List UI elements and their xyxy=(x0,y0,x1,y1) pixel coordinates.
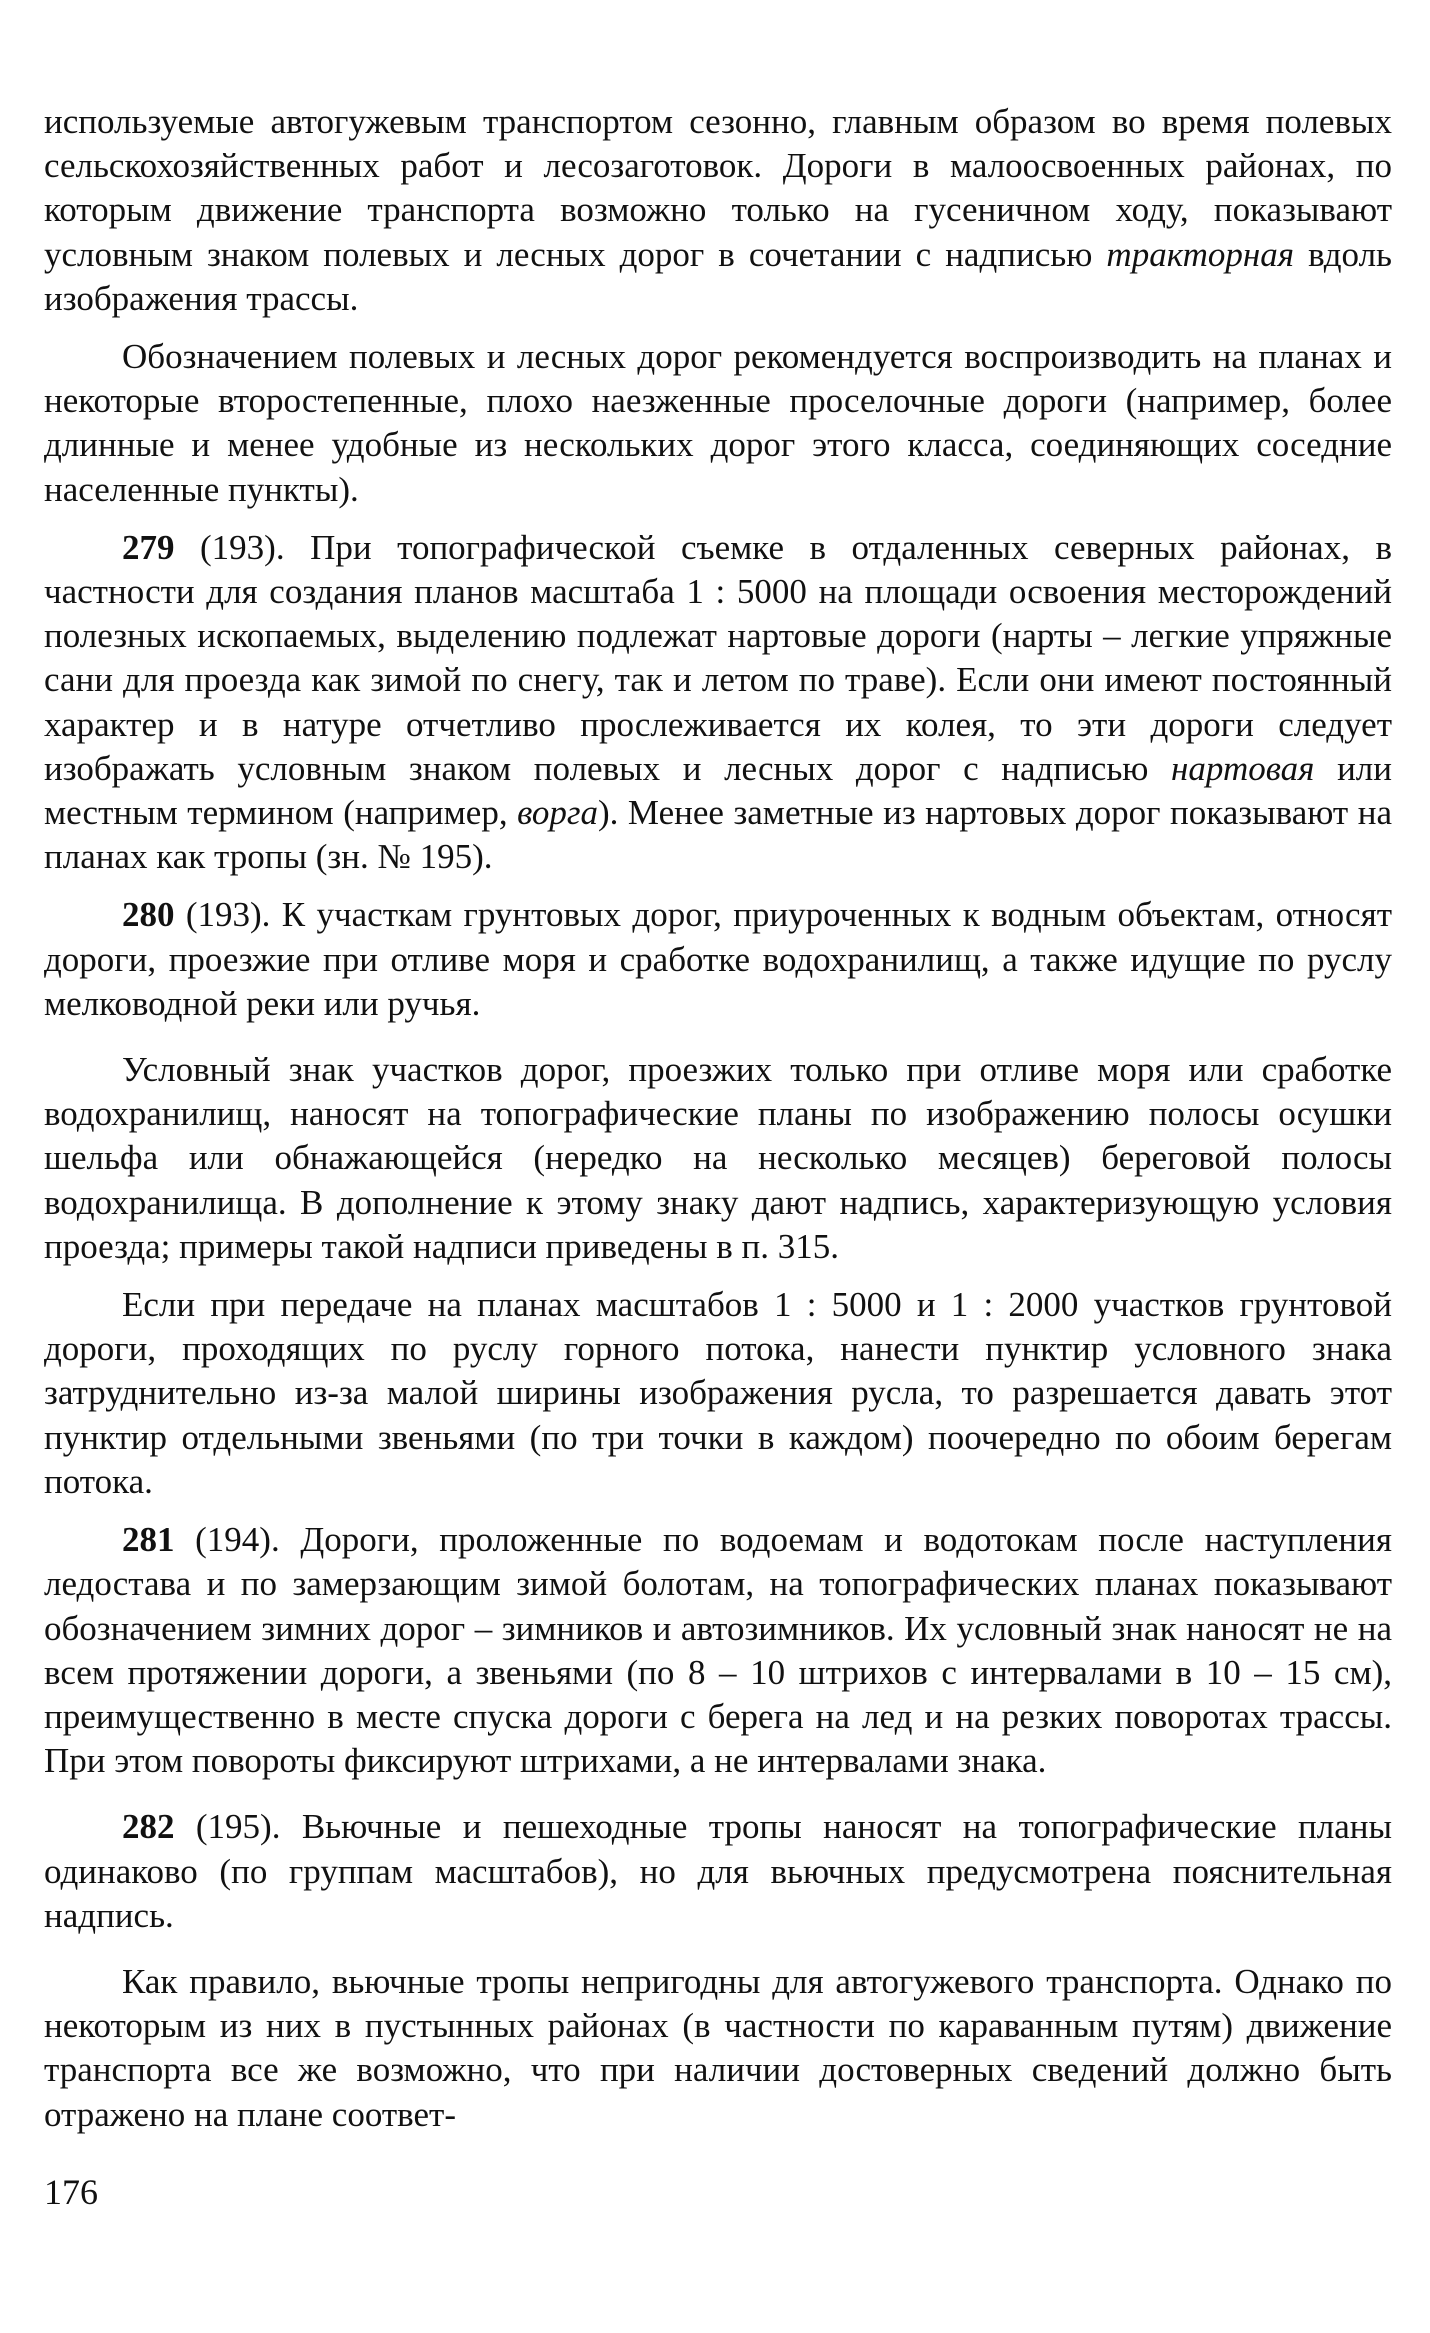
text-run: Как правило, вьючные тропы непригодны для автогужевого транспорта. Однако по некоторым из них в пустынных районах (в частности по караванным путям) движение транспорта все же возможно, что при наличии достоверных сведений должно быть отражено на плане соответ- xyxy=(44,1961,1392,2134)
text-run: (193). При топографической съемке в отдаленных северных районах, в частности для создания планов масштаба 1 : 5000 на площади освоения месторождений полезных ископаемых, выделению подлежат нартовые дороги (нарты – легкие упряжные сани для проезда как зимой по снегу, так и летом по траве). Если они имеют постоянный характер и в натуре отчетливо прослеживается их колея, то эти дороги следует изображать условным знаком полевых и лесных дорог с надписью xyxy=(44,527,1392,788)
text-run: ). Менее заметные из нартовых дорог показывают на планах как тропы (зн. № 195). xyxy=(44,793,1393,877)
paragraph-5 xyxy=(44,1048,1392,1269)
page-number: 176 xyxy=(44,2172,98,2212)
italic-term: тракторная xyxy=(1106,234,1295,274)
text-run: (195). Вьючные и пешеходные тропы наносят на топографические планы одинаково (по группам масштабов), но для вьючных предусмотрена пояснительная надпись. xyxy=(44,1807,1392,1935)
paragraph-9 xyxy=(44,1960,1392,2137)
text-run: Условный знак участков дорог, проезжих только при отливе моря или сработке водохранилищ, наносят на топографические планы по изображению полосы осушки шельфа или обнажающейся (нередко на несколько месяцев) береговой полосы водохранилища. В дополнение к этому знаку дают надпись, характеризующую условия проезда; примеры такой надписи приведены в п. 315. xyxy=(44,1050,1392,1266)
paragraph-282 xyxy=(44,1805,1392,1938)
text-run: Если при передаче на планах масштабов 1 : 5000 и 1 : 2000 участков грунтовой дороги, проходящих по руслу горного потока, нанести пунктир условного знака затруднительно из-за малой ширины изображения русла, то разрешается давать этот пунктир отдельными звеньями (по три точки в каждом) поочередно по обоим берегам потока. xyxy=(44,1285,1392,1501)
paragraph-280 xyxy=(44,893,1392,1026)
text-run: вдоль изображения трассы. xyxy=(44,234,1392,318)
section-number: 281 xyxy=(122,1520,175,1560)
page-body xyxy=(44,100,1392,2151)
text-run: Обозначением полевых и лесных дорог рекомендуется воспроизводить на планах и некоторые второстепенные, плохо наезженные проселочные дороги (например, более длинные и менее удобные из нескольких дорог этого класса, соединяющих соседние населенные пункты). xyxy=(44,337,1392,509)
italic-term: нартовая xyxy=(1171,748,1315,788)
text-run: или местным термином (например, xyxy=(44,748,1392,833)
paragraph-279 xyxy=(44,526,1392,880)
text-run: используемые автогужевым транспортом сезонно, главным образом во время полевых сельскохозяйственных работ и лесозаготовок. Дороги в малоосвоенных районах, по которым движение транспорта возможно только на гусеничном ходу, показывают условным знаком полевых и лесных дорог в сочетании с надписью xyxy=(44,102,1392,274)
section-number: 279 xyxy=(122,527,175,567)
italic-term: ворга xyxy=(517,793,598,833)
paragraph-6 xyxy=(44,1283,1392,1504)
paragraph-281 xyxy=(44,1518,1392,1783)
section-number: 282 xyxy=(122,1807,175,1847)
text-run: (194). Дороги, проложенные по водоемам и водотокам после наступления ледостава и по замерзающим зимой болотам, на топографических планах показывают обозначением зимних дорог – зимников и автозимников. Их условный знак наносят не на всем протяжении дороги, а звеньями (по 8 – 10 штрихов с интервалами в 10 – 15 см), преимущественно в месте спуска дороги с берега на лед и на резких поворотах трассы. При этом повороты фиксируют штрихами, а не интервалами знака. xyxy=(44,1520,1392,1781)
text-run: (193). К участкам грунтовых дорог, приуроченных к водным объектам, относят дороги, проезжие при отливе моря и сработке водохранилищ, а также идущие по руслу мелководной реки или ручья. xyxy=(44,895,1392,1023)
paragraph-1 xyxy=(44,100,1392,321)
section-number: 280 xyxy=(122,895,175,935)
paragraph-2 xyxy=(44,335,1392,512)
